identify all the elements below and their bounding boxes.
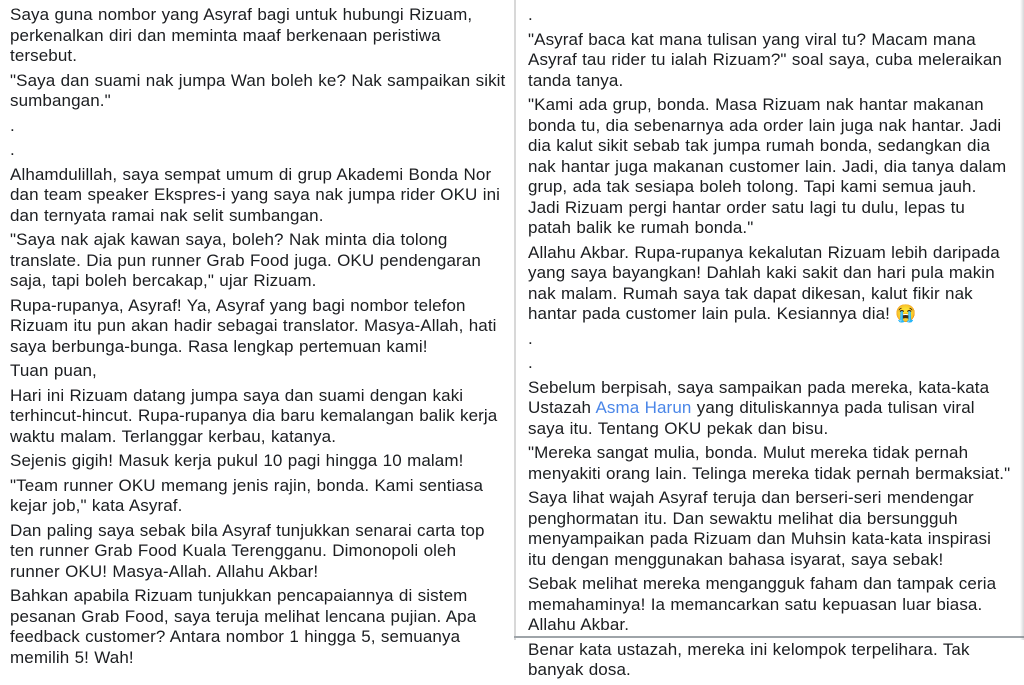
paragraph: Dan paling saya sebak bila Asyraf tunjukkan senarai carta top ten runner Grab Food Kuala Terengganu. Dimonopoli oleh runner OKU! Masya-Allah. Allahu Akbar! <box>10 520 485 581</box>
paragraph: Sebak melihat mereka mengangguk faham dan tampak ceria memahaminya! Ia memancarkan satu kepuasan luar biasa. Allahu Akbar. <box>528 574 997 634</box>
paragraph: Allahu Akbar. Rupa-rupanya kekalutan Rizuam lebih daripada yang saya bayangkan! Dahlah kaki sakit dan hari pula makin nak malam. Rumah saya tak dapat dikesan, kalut fikir nak hantar pada customer lain pula. Kesiannya dia! 😭 <box>528 242 1000 323</box>
paragraph: Alhamdulillah, saya sempat umum di grup Akademi Bonda Nor dan team speaker Ekspres-i yang saya nak jumpa rider OKU ini dan ternyata ramai nak selit sumbangan. <box>10 164 501 225</box>
crying-face-emoji: 😭 <box>895 304 917 323</box>
paragraph: . <box>10 115 15 135</box>
column-divider <box>514 0 516 640</box>
paragraph: "Asyraf baca kat mana tulisan yang viral tu? Macam mana Asyraf tau rider tu ialah Rizuam?" soal saya, cuba meleraikan tanda tanya. <box>528 29 1002 90</box>
paragraph: Sebelum berpisah, saya sampaikan pada mereka, kata-kata Ustazah Asma Harun yang dituliskannya pada tulisan viral saya itu. Tentang OKU pekak dan bisu. <box>528 377 990 438</box>
paragraph: . <box>10 140 15 159</box>
left-text-column <box>10 0 506 672</box>
paragraph: Saya guna nombor yang Asyraf bagi untuk hubungi Rizuam, perkenalkan diri dan meminta maaf berkenaan peristiwa tersebut. <box>10 5 473 65</box>
paragraph: "Saya nak ajak kawan saya, boleh? Nak minta dia tolong translate. Dia pun runner Grab Food juga. OKU pendengaran saja, tapi boleh bercakap," ujar Rizuam. <box>10 230 481 290</box>
asma-harun-link[interactable]: Asma Harun <box>595 398 692 417</box>
paragraph: Saya lihat wajah Asyraf teruja dan berseri-seri mendengar penghormatan itu. Dan sewaktu melihat dia bersungguh menyampaikan pada Rizuam dan Muhsin kata-kata inspirasi itu dengan menggunakan bahasa isyarat, saya sebak! <box>528 488 992 569</box>
paragraph: Hari ini Rizuam datang jumpa saya dan suami dengan kaki terhincut-hincut. Rupa-rupanya dia baru kemalangan balik kerja waktu malam. Terlanggar kerbau, katanya. <box>10 385 498 446</box>
paragraph: . <box>528 5 533 24</box>
right-text-column <box>528 0 1012 685</box>
paragraph: "Saya dan suami nak jumpa Wan boleh ke? Nak sampaikan sikit sumbangan." <box>10 70 506 110</box>
right-edge-shadow <box>1020 0 1024 640</box>
paragraph: . <box>528 328 533 348</box>
paragraph: Sejenis gigih! Masuk kerja pukul 10 pagi hingga 10 malam! <box>10 451 464 470</box>
bottom-border-line <box>514 636 1024 638</box>
paragraph: "Team runner OKU memang jenis rajin, bonda. Kami sentiasa kejar job," kata Asyraf. <box>10 475 484 515</box>
paragraph: "Mereka sangat mulia, bonda. Mulut mereka tidak pernah menyakiti orang lain. Telinga mereka tidak pernah bermaksiat." <box>528 443 1011 483</box>
paragraph: Benar kata ustazah, mereka ini kelompok terpelihara. Tak banyak dosa. <box>528 639 970 679</box>
paragraph: "Kami ada grup, bonda. Masa Rizuam nak hantar makanan bonda tu, dia sebenarnya ada order lain juga nak hantar. Jadi dia kalut sikit sebab tak jumpa rumah bonda, sedangkan dia nak hantar juga makanan customer lain. Jadi, dia tanya dalam grup, ada tak sesiapa boleh tolong. Tapi kami semua jauh. Jadi Rizuam pergi hantar order satu lagi tu dulu, lepas tu patah balik ke rumah bonda." <box>528 95 1007 237</box>
paragraph: Rupa-rupanya, Asyraf! Ya, Asyraf yang bagi nombor telefon Rizuam itu pun akan hadir sebagai translator. Masya-Allah, hati saya berbunga-bunga. Rasa lengkap pertemuan kami! <box>10 295 497 356</box>
paragraph: . <box>528 353 533 372</box>
paragraph: Bahkan apabila Rizuam tunjukkan pencapaiannya di sistem pesanan Grab Food, saya teruja melihat lencana pujian. Apa feedback customer? Antara nombor 1 hingga 5, semuanya memilih 5! Wah! <box>10 586 477 667</box>
paragraph: Tuan puan, <box>10 361 97 380</box>
